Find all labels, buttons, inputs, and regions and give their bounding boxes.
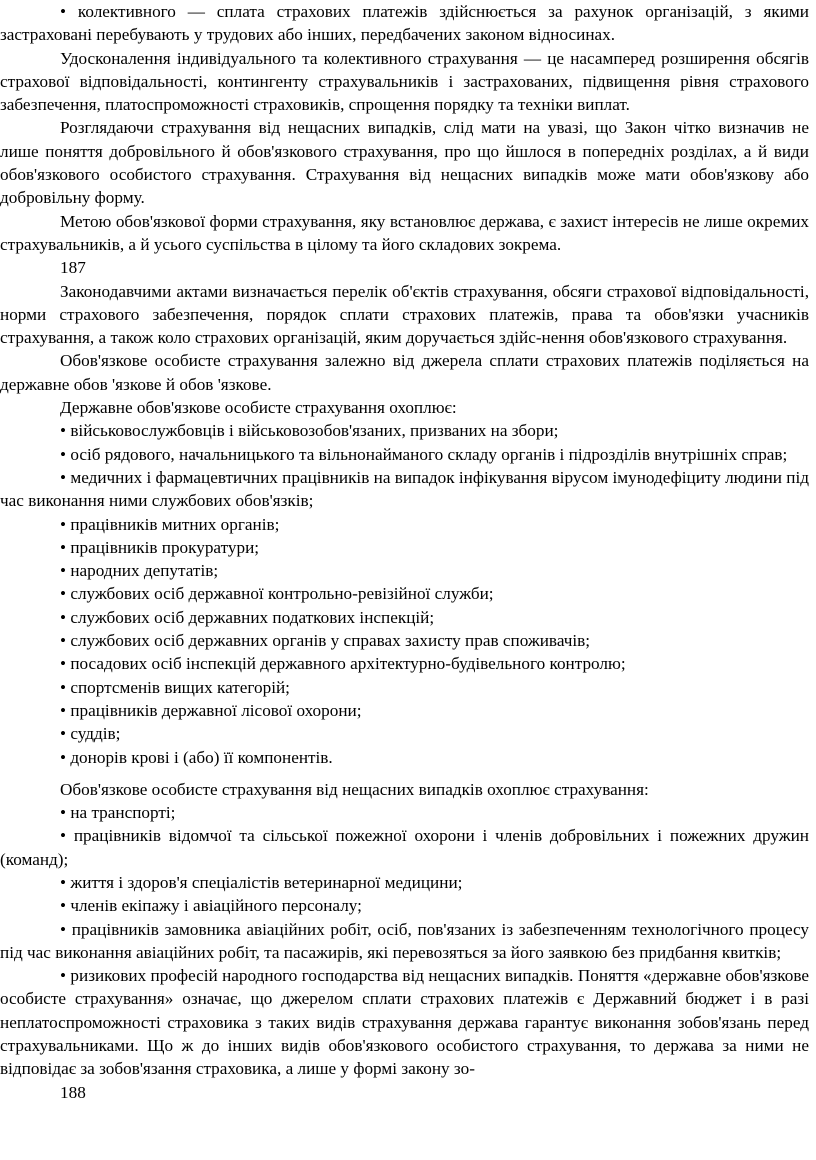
- paragraph: Обов'язкове особисте страхування від нещасних випадків охоплює страхування:: [60, 779, 649, 799]
- bullet-item: • ризикових професій народного господарства від нещасних випадків. Поняття «державне обов'язкове особисте страхування» означає, що джерелом сплати страхових платежів є Державний бюджет і в разі неплатоспроможності страховика з таких видів страхування держава гарантує виконання зобов'язань перед страхувальниками. Що ж до інших видів обов'язкового особистого страхування, то держава за ними не відповідає за зобов'язання страховика, а лише у формі закону зо-: [0, 966, 809, 1079]
- bullet-item: • членів екіпажу і авіаційного персоналу;: [60, 896, 362, 916]
- bullet-item: • народних депутатів;: [60, 561, 219, 581]
- bullet-item: • працівників відомчої та сільської пожежної охорони і членів добровільних і пожежних дружин (команд);: [0, 826, 809, 869]
- bullet-item: • працівників державної лісової охорони;: [60, 700, 362, 720]
- paragraph: Законодавчими актами визначається перелік об'єктів страхування, обсяги страхової відповідальності, норми страхового забезпечення, порядок сплати страхових платежів, права та обов'язки учасників страхування, а також коло страхових організацій, яким доручається здійс-нення обов'язкового страхування.: [0, 281, 809, 348]
- paragraph: Розглядаючи страхування від нещасних випадків, слід мати на увазі, що Закон чітко визначив не лише поняття добровільного й обов'язкового страхування, про що йшлося в попередніх розділах, а й види обов'язкового особистого страхування. Страхування від нещасних випадків може мати обов'язкову або добровільну форму.: [0, 118, 809, 208]
- bullet-item: • службових осіб державних органів у справах захисту прав споживачів;: [60, 631, 591, 651]
- bullet-item: • медичних і фармацевтичних працівників на випадок інфікування вірусом імунодефіциту людини під час виконання ними службових обов'язків;: [0, 467, 809, 511]
- bullet-item: • службових осіб державної контрольно-ревізійної служби;: [60, 584, 494, 604]
- bullet-item: • на транспорті;: [60, 803, 176, 823]
- paragraph: Обов'язкове особисте страхування залежно від джерела сплати страхових платежів поділяється на державне обов 'язкове й обов 'язкове.: [0, 351, 809, 394]
- bullet-item: • військовослужбовців і військовозобов'язаних, призваних на збори;: [60, 421, 559, 441]
- bullet-item: • життя і здоров'я спеціалістів ветеринарної медицини;: [60, 872, 463, 892]
- paragraph: Метою обов'язкової форми страхування, яку встановлює держава, є захист інтересів не лише окремих страхувальників, а й усього суспільства в цілому та його складових зокрема.: [0, 211, 809, 254]
- bullet-item: • колективного — сплата страхових платежів здійснюється за рахунок організацій, з якими застраховані перебувають у трудових або інших, передбачених законом відносинах.: [0, 2, 809, 45]
- bullet-item: • службових осіб державних податкових інспекцій;: [60, 607, 435, 627]
- page-number: 187: [60, 258, 86, 278]
- bullet-item: • працівників митних органів;: [60, 514, 280, 534]
- bullet-item: • посадових осіб інспекцій державного архітектурно-будівельного контролю;: [60, 654, 626, 674]
- bullet-item: • працівників замовника авіаційних робіт, осіб, пов'язаних із забезпеченням технологічного процесу під час виконання авіаційних робіт, та пасажирів, які перевозяться за його заявкою без придбання квитків;: [0, 919, 809, 962]
- page-number: 188: [60, 1082, 86, 1102]
- bullet-item: • працівників прокуратури;: [60, 537, 260, 557]
- bullet-item: • донорів крові і (або) її компонентів.: [60, 747, 333, 767]
- bullet-item: • спортсменів вищих категорій;: [60, 677, 290, 697]
- bullet-item: • осіб рядового, начальницького та вільнонайманого складу органів і підрозділів внутрішніх справ;: [60, 444, 788, 464]
- bullet-item: • суддів;: [60, 724, 121, 744]
- paragraph: Державне обов'язкове особисте страхування охоплює:: [60, 398, 457, 418]
- paragraph: Удосконалення індивідуального та колективного страхування — це насамперед розширення обсягів страхової відповідальності, контингенту страхувальників і застрахованих, підвищення рівня страхового забезпечення, платоспроможності страховиків, спрощення порядку та техніки виплат.: [0, 48, 809, 115]
